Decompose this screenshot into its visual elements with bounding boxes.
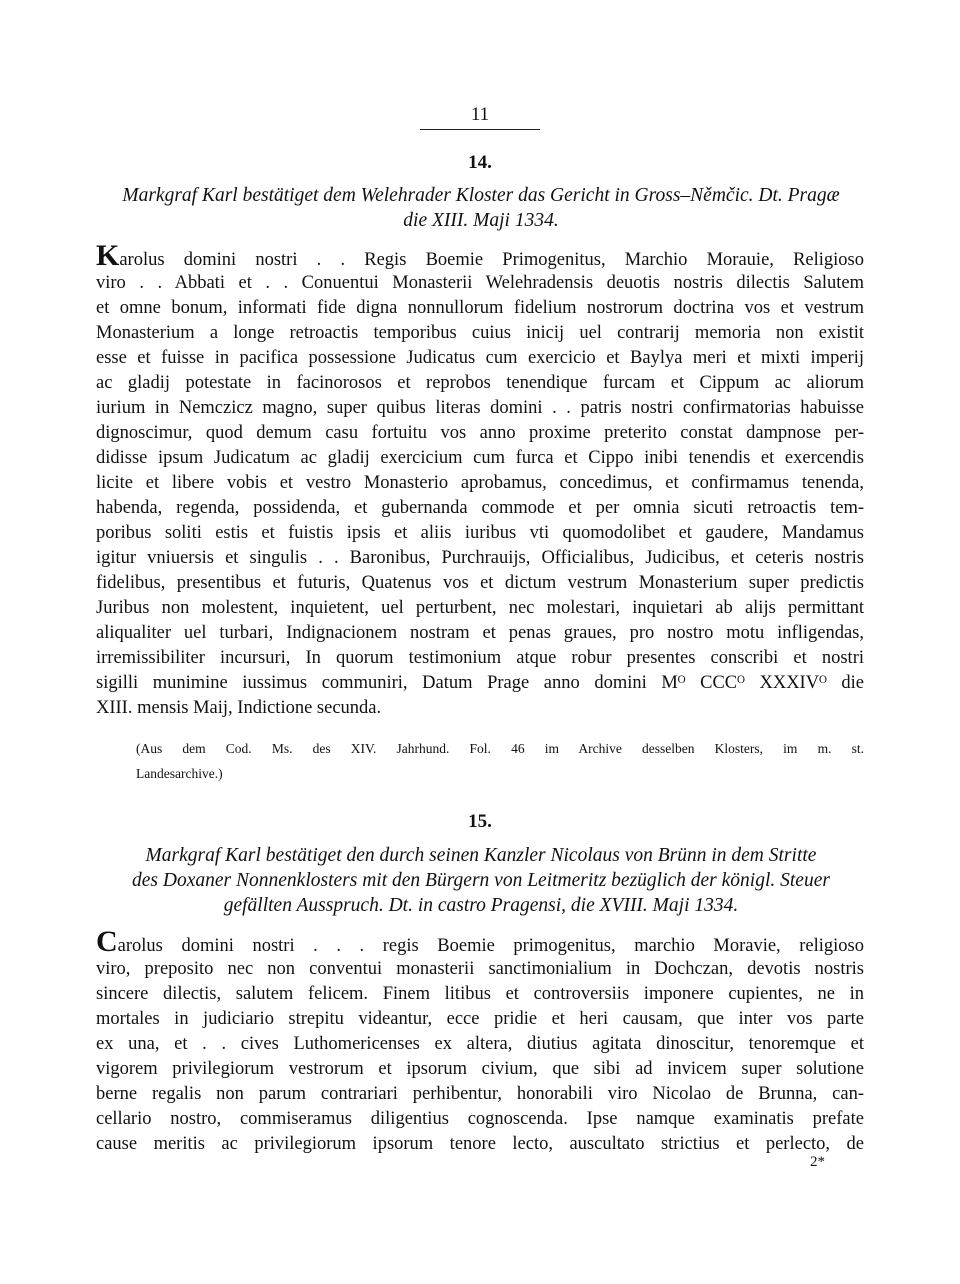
body-line: XIII. mensis Maij, Indictione secunda.	[96, 698, 382, 718]
body-line: fidelibus, presentibus et futuris, Quatenus vos et dictum vestrum Monasterium super predictis	[96, 573, 864, 593]
body-line: vigorem privilegiorum vestrorum et ipsorum civium, que sibi ad invicem super solutione	[96, 1059, 864, 1079]
document-body	[96, 925, 864, 1157]
body-line	[96, 239, 864, 272]
heading-line: des Doxaner Nonnenklosters mit den Bürgern von Leitmeritz bezüglich der königl. Steuer	[132, 870, 830, 891]
body-line: iurium in Nemczicz magno, super quibus literas domini . . patris nostri confirmatorias habuisse	[96, 398, 864, 418]
body-line: berne regalis non parum contrariari perhibentur, honorabili viro Nicolao de Brunna, can-	[96, 1084, 864, 1104]
body-line: ex una, et . . cives Luthomericenses ex altera, diutius agitata dinoscitur, tenoremque et	[96, 1034, 864, 1054]
body-line: et omne bonum, informati fide digna nonnullorum fidelium nostrorum doctrina vos et vestrum	[96, 298, 864, 318]
drop-cap: K	[96, 239, 120, 272]
body-line-text: arolus domini nostri . . Regis Boemie Primogenitus, Marchio Morauie, Religioso	[119, 250, 864, 270]
body-line: sincere dilectis, salutem felicem. Finem litibus et controversiis imponere cupientes, ne in	[96, 984, 864, 1004]
document-number: 14.	[468, 152, 492, 173]
body-line: cause meritis ac privilegiorum ipsorum tenore lecto, auscultato strictius et perlecto, de	[96, 1134, 864, 1154]
body-line	[96, 925, 864, 958]
body-line: poribus soliti estis et fuistis ipsis et aliis iuribus vti quomodolibet et gaudere, Mandamus	[96, 523, 864, 543]
body-line: ac gladij potestate in facinorosos et reprobos tenendique furcam et Cippum ac aliorum	[96, 373, 864, 393]
signature-mark: 2*	[810, 1154, 825, 1170]
body-line: sigilli munimine iussimus communiri, Datum Prage anno domini Mᴼ CCCᴼ XXXIVᴼ die	[96, 673, 864, 693]
document-number: 15.	[468, 811, 492, 832]
body-line: dignoscimur, quod demum casu fortuitu vos anno proxime preterito constat dampnose per-	[96, 423, 864, 443]
body-line: igitur vniuersis et singulis . . Baronibus, Purchrauijs, Officialibus, Judicibus, et ceteris nostris	[96, 548, 864, 568]
document-body	[96, 239, 864, 721]
body-line: esse et fuisse in pacifica possessione Judicatus cum exercicio et Baylya meri et mixti imperij	[96, 348, 864, 368]
body-line: licite et libere vobis et vestro Monasterio aprobamus, concedimus, et confirmamus tenenda,	[96, 473, 864, 493]
document-heading	[96, 843, 866, 918]
body-line: viro, preposito nec non conventui monasterii sanctimonialium in Dochczan, devotis nostris	[96, 959, 864, 979]
drop-cap: C	[96, 925, 118, 958]
document-heading	[96, 183, 866, 233]
heading-line: gefällten Ausspruch. Dt. in castro Pragensi, die XVIII. Maji 1334.	[223, 895, 739, 916]
heading-line: Markgraf Karl bestätiget dem Welehrader Kloster das Gericht in Gross–Němčic. Dt. Pragæ	[122, 185, 840, 206]
body-line: aliqualiter uel turbari, Indignacionem nostram et penas graues, pro nostro motu infligendas,	[96, 623, 864, 643]
body-line: Juribus non molestent, inquietent, uel perturbent, nec molestari, inquietari ab alijs permittant	[96, 598, 864, 618]
body-line: cellario nostro, commiseramus diligentius cognoscenda. Ipse namque examinatis prefate	[96, 1109, 864, 1129]
source-citation	[136, 736, 864, 786]
body-line-text: arolus domini nostri . . . regis Boemie primogenitus, marchio Moravie, religioso	[117, 936, 864, 956]
body-line: viro . . Abbati et . . Conuentui Monasterii Welehradensis deuotis nostris dilectis Salutem	[96, 273, 864, 293]
body-line: habenda, regenda, possidenda, et gubernanda commode et per omnia sicuti retroactis tem-	[96, 498, 864, 518]
body-line: didisse ipsum Judicatum ac gladij exercicium cum furca et Cippo inibi tenendis et exercendis	[96, 448, 864, 468]
source-line: (Aus dem Cod. Ms. des XIV. Jahrhund. Fol. 46 im Archive desselben Klosters, im m. st.	[136, 741, 864, 756]
source-line: Landesarchive.)	[136, 766, 223, 781]
heading-line: die XIII. Maji 1334.	[403, 210, 559, 231]
body-line: irremissibiliter incursuri, In quorum testimonium atque robur presentes conscribi et nostri	[96, 648, 864, 668]
heading-line: Markgraf Karl bestätiget den durch seinen Kanzler Nicolaus von Brünn in dem Stritte	[145, 845, 817, 866]
page-number: 11	[420, 104, 540, 130]
body-line: Monasterium a longe retroactis temporibus cuius inicij uel contrarij memoria non existit	[96, 323, 864, 343]
body-line: mortales in judiciario strepitu videantur, ecce pridie et heri causam, que inter vos parte	[96, 1009, 864, 1029]
